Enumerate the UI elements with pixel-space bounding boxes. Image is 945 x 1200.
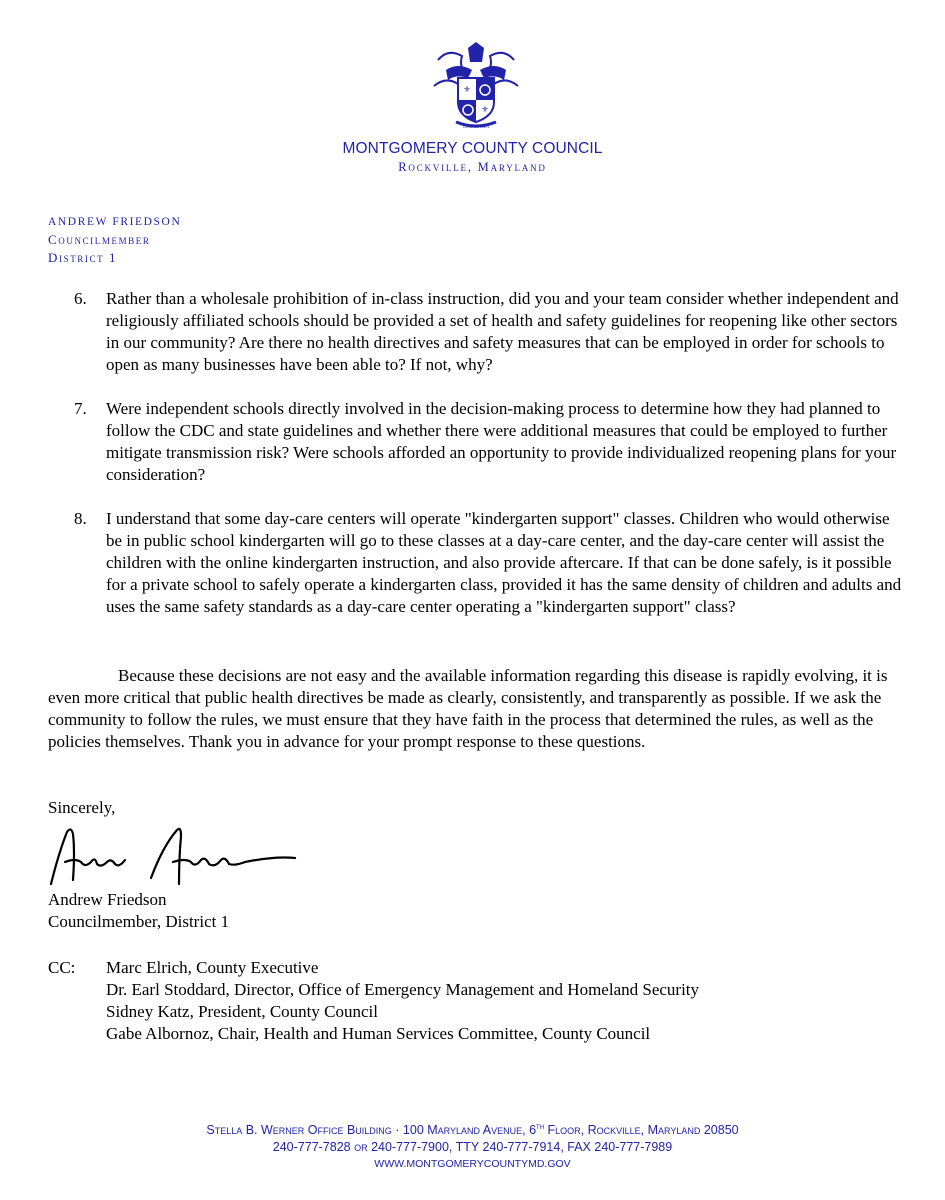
question-number: 7. — [74, 399, 87, 418]
crest-motto: GARDEZ BIEN — [462, 124, 490, 129]
footer-phones — [0, 1139, 945, 1156]
cc-recipient: Dr. Earl Stoddard, Director, Office of Emergency Management and Homeland Security — [106, 980, 700, 999]
questions-list — [48, 288, 908, 640]
svg-text:⚜: ⚜ — [481, 105, 489, 114]
signatory-title: Councilmember, District 1 — [48, 912, 230, 931]
sender-name: ANDREW FRIEDSON — [48, 216, 182, 228]
footer-website-link[interactable]: WWW.MONTGOMERYCOUNTYMD.GOV — [374, 1158, 571, 1170]
cc-recipient: Gabe Albornoz, Chair, Health and Human Services Committee, County Council — [106, 1024, 651, 1043]
organization-name: MONTGOMERY COUNTY COUNCIL — [342, 140, 603, 157]
cc-recipient: Marc Elrich, County Executive — [106, 958, 319, 977]
question-text: I understand that some day-care centers will operate "kindergarten support" classes. Children who would otherwise be in public school kindergarten will go to these classes at a day-care center, and the day-care center will assist the children with the online kindergarten instruction, and also provide aftercare. If that can be done safely, is it possible for a private school to safely operate a kindergarten class, provided it has the same density of children and adults and uses the same safety standards as a day-care center operating a "kindergarten support" class? — [106, 509, 902, 616]
salutation: Sincerely, — [48, 798, 116, 817]
signatory-name: Andrew Friedson — [48, 890, 167, 909]
question-item — [48, 508, 908, 618]
footer-address-sup: th — [536, 1122, 545, 1131]
footer-phone-rest: 240-777-7900, TTY 240-777-7914, FAX 240-777-7989 — [367, 1140, 673, 1154]
footer-address — [0, 1118, 945, 1139]
question-item — [48, 288, 908, 376]
footer-phone-1: 240-777-7828 — [272, 1140, 355, 1154]
cc-label: CC: — [48, 958, 76, 977]
organization-location: Rockville, Maryland — [398, 160, 547, 174]
svg-text:⚜: ⚜ — [463, 85, 471, 94]
question-text: Were independent schools directly involved in the decision-making process to determine how they had planned to follow the CDC and state guidelines and whether there were additional measures that could be employed to further mitigate transmission risk? Were schools afforded an opportunity to provide individualized reopening plans for your consideration? — [106, 399, 897, 484]
question-number: 8. — [74, 509, 87, 528]
question-number: 6. — [74, 289, 87, 308]
closing-paragraph: Because these decisions are not easy and the available information regarding this disease is rapidly evolving, it is even more critical that public health directives be made as clearly, consistently, and transparently as possible. If we ask the community to follow the rules, we must ensure that they have faith in the process that determined the rules, as well as the policies themselves. Thank you in advance for your prompt response to these questions. — [48, 666, 888, 751]
question-item — [48, 398, 908, 486]
cc-recipients — [106, 957, 699, 1045]
sender-district: District 1 — [48, 250, 118, 265]
sender-block — [48, 213, 181, 267]
county-coat-of-arms-icon — [428, 40, 524, 132]
footer-address-rest: Floor, Rockville, Maryland 20850 — [544, 1123, 739, 1137]
handwritten-signature-icon — [45, 822, 305, 892]
letterhead-footer — [0, 1118, 945, 1173]
cc-recipient: Sidney Katz, President, County Council — [106, 1002, 378, 1021]
footer-address-main: Stella B. Werner Office Building · 100 Maryland Avenue, 6 — [206, 1123, 537, 1137]
footer-phones-or: or — [354, 1140, 368, 1154]
question-text: Rather than a wholesale prohibition of in-class instruction, did you and your team consider whether independent and religiously affiliated schools should be provided a set of health and safety guidelines for reopening like other sectors in our community? Are there no health directives and safety measures that can be employed in order for schools to open as many businesses have been able to? If not, why? — [106, 289, 899, 374]
sender-title: Councilmember — [48, 232, 151, 247]
